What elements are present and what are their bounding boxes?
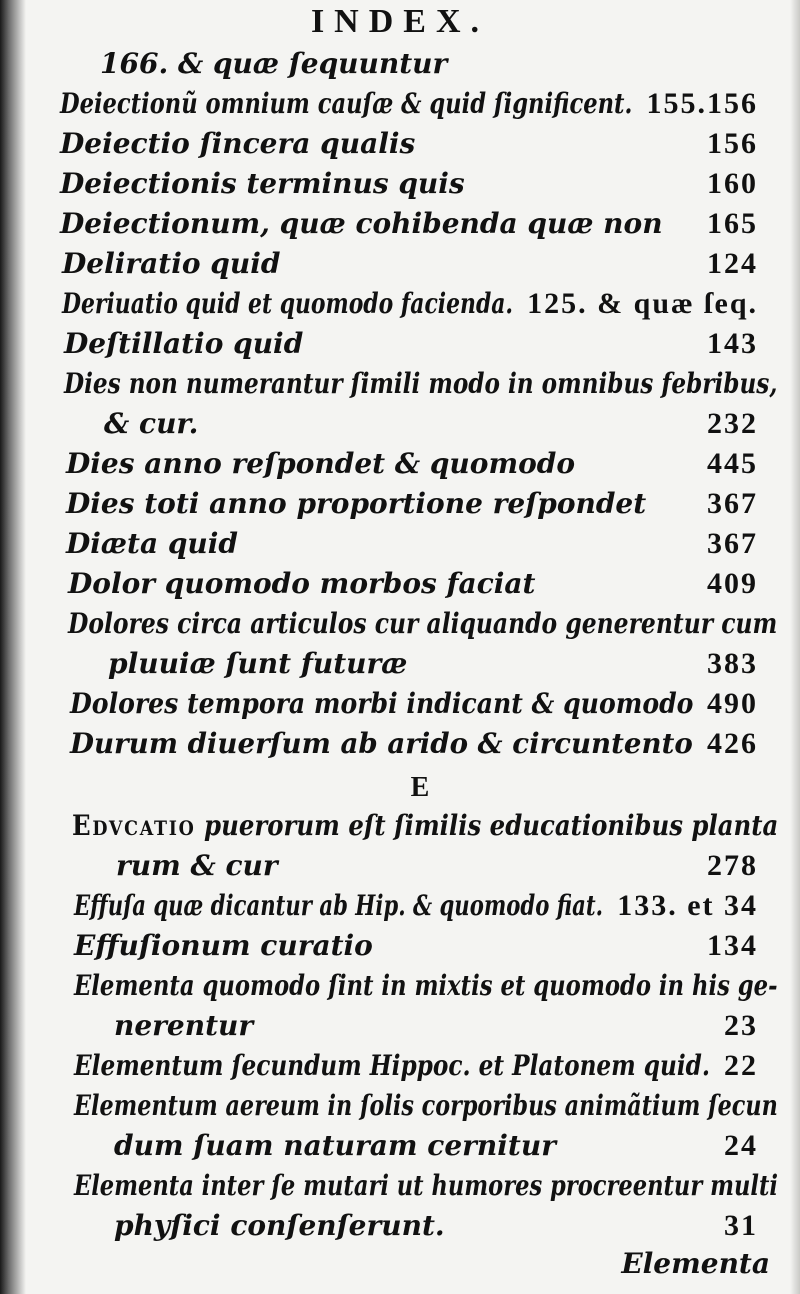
entry-text: & cur. — [104, 407, 199, 440]
index-entry — [0, 284, 800, 324]
entry-text: Deiectio ſincera qualis — [60, 127, 416, 160]
index-entry — [0, 84, 800, 124]
entry-text: Effuſa quæ dicantur ab Hip. & quomodo fiat. — [74, 889, 604, 922]
entry-page: 156 — [707, 127, 758, 160]
entry-lead-word: Edvcatio — [72, 809, 196, 842]
entry-text: nerentur — [114, 1009, 254, 1042]
entry-text: Deiectionum, quæ cohibenda quæ non — [60, 207, 663, 240]
entry-text: Dies toti anno proportione reſpondet — [66, 487, 647, 520]
entry-text: rum & cur — [116, 849, 278, 882]
entry-text: Diæta quid — [66, 527, 238, 560]
entry-text: Effuſionum curatio — [74, 929, 373, 962]
entry-text: Dies non numerantur ſimili modo in omnibus febribus, — [64, 367, 778, 400]
entry-page: 134 — [707, 929, 758, 962]
index-entry — [0, 564, 800, 604]
entry-page: 165 — [707, 207, 758, 240]
entry-text — [72, 806, 778, 846]
entry-page: 367 — [707, 527, 758, 560]
catchword: Elementa — [621, 1247, 770, 1280]
index-entry — [0, 684, 800, 724]
running-header: INDEX. — [310, 3, 490, 40]
index-entry — [0, 644, 800, 684]
entry-page: 490 — [707, 687, 758, 720]
index-entry — [0, 444, 800, 484]
entry-page: 367 — [707, 487, 758, 520]
entry-page: 426 — [707, 727, 758, 760]
index-entry — [0, 846, 800, 886]
entry-page: 232 — [707, 407, 758, 440]
index-entry — [0, 164, 800, 204]
entry-text: Deiectionũ omnium cauſæ & quid ſignificent. — [60, 87, 633, 120]
index-entry — [0, 1006, 800, 1046]
entry-page: 143 — [707, 327, 758, 360]
entry-text: dum ſuam naturam cernitur — [114, 1129, 556, 1162]
entry-text: Dolores tempora morbi indicant & quomodo — [70, 687, 694, 720]
entry-text-rest: puerorum eſt ſimilis educationibus planta — [195, 809, 779, 842]
index-entry — [0, 1126, 800, 1166]
index-entry — [0, 1166, 800, 1206]
entry-text: pluuiæ ſunt futuræ — [108, 647, 408, 680]
entry-text: Deliratio quid — [62, 247, 281, 280]
entry-text: Elementum ſecundum Hippoc. et Platonem quid. — [74, 1049, 710, 1082]
index-entry — [0, 124, 800, 164]
entry-page: 160 — [707, 167, 758, 200]
index-entry — [0, 1046, 800, 1086]
entry-text: Dolor quomodo morbos faciat — [68, 567, 536, 600]
entry-page: 31 — [724, 1209, 758, 1242]
index-entry — [0, 484, 800, 524]
entry-page: 155.156 — [646, 87, 758, 120]
entry-page: 124 — [707, 247, 758, 280]
index-entry — [0, 886, 800, 926]
index-entry — [0, 926, 800, 966]
entry-page: 278 — [707, 849, 758, 882]
index-entry — [0, 244, 800, 284]
index-entry — [0, 1206, 800, 1246]
entry-page: 445 — [707, 447, 758, 480]
entry-page: 22 — [724, 1049, 758, 1082]
entry-page: 125. & quæ ſeq. — [527, 287, 758, 320]
entry-text: 166. & quæ ſequuntur — [100, 47, 448, 80]
entry-text: Deriuatio quid et quomodo facienda. — [62, 287, 514, 320]
index-entry — [0, 724, 800, 764]
entry-text: Elementa inter ſe mutari ut humores procreentur multi — [74, 1169, 778, 1202]
entry-page: 383 — [707, 647, 758, 680]
index-entry — [0, 324, 800, 364]
entry-page: 133. et 34 — [617, 889, 758, 922]
entry-text: Elementum aereum in ſolis corporibus animãtium ſecun — [74, 1089, 778, 1122]
entry-page: 24 — [724, 1129, 758, 1162]
entry-text: Dies anno reſpondet & quomodo — [66, 447, 576, 480]
index-entry — [0, 1086, 800, 1126]
entry-text: phyſici conſenſerunt. — [114, 1209, 445, 1242]
index-entry — [0, 404, 800, 444]
entry-text: Deiectionis terminus quis — [60, 167, 465, 200]
index-entry — [0, 204, 800, 244]
entry-text: Deſtillatio quid — [64, 327, 304, 360]
index-entry — [0, 806, 800, 846]
entry-text: Elementa quomodo ſint in mixtis et quomodo in his ge- — [74, 969, 778, 1002]
index-entry — [0, 44, 800, 84]
index-entry — [0, 966, 800, 1006]
index-entry — [0, 524, 800, 564]
index-entry — [0, 364, 800, 404]
entry-page: 409 — [707, 567, 758, 600]
entry-text: Dolores circa articulos cur aliquando generentur cum — [68, 607, 778, 640]
entry-page: 23 — [724, 1009, 758, 1042]
section-letter: E — [410, 772, 430, 803]
index-entry — [0, 604, 800, 644]
entry-text: Durum diuerſum ab arido & circuntento — [70, 727, 693, 760]
